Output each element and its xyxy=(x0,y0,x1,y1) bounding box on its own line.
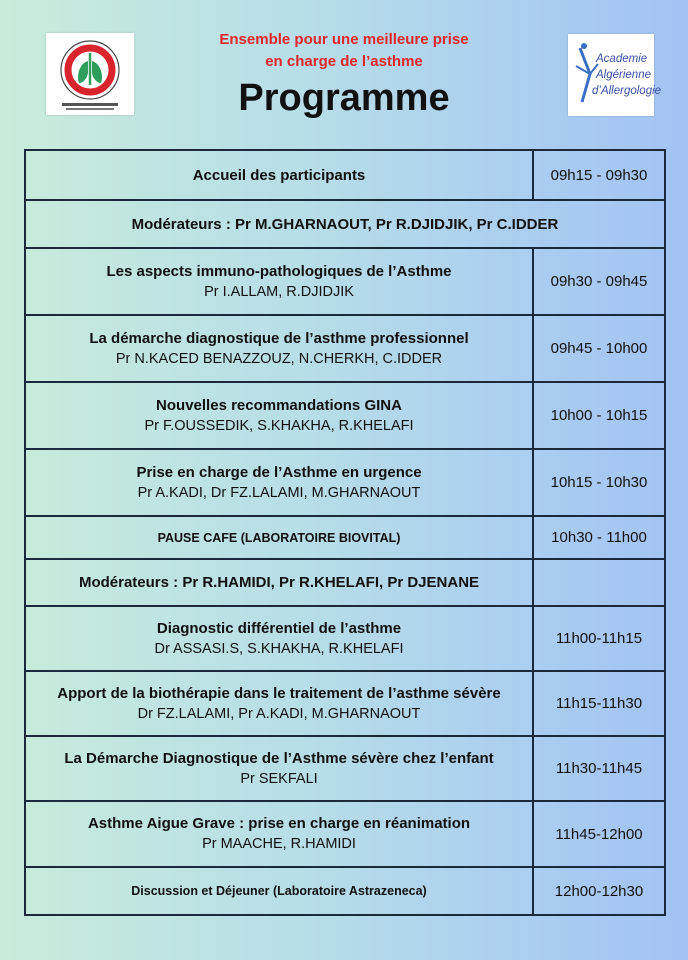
session-time: 09h15 - 09h30 xyxy=(533,150,665,200)
table-row xyxy=(25,736,665,801)
session-title: Diagnostic différentiel de l’asthme xyxy=(156,619,402,637)
society-pneumology-logo-graphic xyxy=(46,33,134,115)
table-row xyxy=(25,315,665,382)
table-row xyxy=(25,150,665,200)
session-cell xyxy=(25,606,533,671)
session-speakers: Pr F.OUSSEDIK, S.KHAKHA, R.KHELAFI xyxy=(144,417,414,434)
tagline-line-1: Ensemble pour une meilleure prise xyxy=(219,31,469,48)
session-cell xyxy=(25,449,533,516)
moderators-text: Modérateurs : Pr M.GHARNAOUT, Pr R.DJIDJIK, Pr C.IDDER xyxy=(25,200,665,248)
session-speakers: Pr MAACHE, R.HAMIDI xyxy=(202,836,356,852)
table-row xyxy=(25,606,665,671)
session-time: 10h15 - 10h30 xyxy=(533,449,665,516)
session-cell xyxy=(25,671,533,736)
page-title: Programme xyxy=(238,77,450,119)
table-row xyxy=(25,248,665,315)
session-time: 11h30-11h45 xyxy=(533,736,665,801)
tagline-line-2: en charge de l’asthme xyxy=(265,53,423,70)
session-cell xyxy=(25,150,533,200)
session-cell xyxy=(25,736,533,801)
session-speakers: Pr SEKFALI xyxy=(240,770,318,787)
session-time: 12h00-12h30 xyxy=(533,867,665,915)
empty-cell xyxy=(533,559,665,606)
session-cell xyxy=(25,801,533,867)
table-row xyxy=(25,671,665,736)
session-title: Apport de la biothérapie dans le traitement de l’asthme sévère xyxy=(57,684,501,702)
session-cell xyxy=(25,315,533,382)
session-title: Les aspects immuno-pathologiques de l’Asthme xyxy=(106,262,452,280)
moderators-row xyxy=(25,559,665,606)
session-speakers: Dr ASSASI.S, S.KHAKHA, R.KHELAFI xyxy=(154,640,404,657)
moderators-row xyxy=(25,200,665,248)
program-table xyxy=(24,149,666,916)
academie-logo-text-3: d’Allergologie xyxy=(592,85,662,97)
session-time: 10h00 - 10h15 xyxy=(533,382,665,449)
society-pneumology-logo xyxy=(46,33,134,115)
session-title: La Démarche Diagnostique de l’Asthme sévère chez l’enfant xyxy=(64,749,494,767)
session-time: 10h30 - 11h00 xyxy=(533,516,665,559)
session-time: 11h15-11h30 xyxy=(533,671,665,736)
session-title: Prise en charge de l’Asthme en urgence xyxy=(136,463,422,481)
session-speakers: Pr I.ALLAM, R.DJIDJIK xyxy=(204,283,354,300)
session-title: Asthme Aigue Grave : prise en charge en réanimation xyxy=(87,815,471,832)
session-speakers: Pr A.KADI, Dr FZ.LALAMI, M.GHARNAOUT xyxy=(137,484,421,501)
session-cell xyxy=(25,248,533,315)
session-title: Accueil des participants xyxy=(192,166,366,184)
session-speakers: Dr FZ.LALAMI, Pr A.KADI, M.GHARNAOUT xyxy=(137,705,421,722)
table-row xyxy=(25,449,665,516)
session-time: 11h45-12h00 xyxy=(533,801,665,867)
pause-row xyxy=(25,867,665,915)
academie-logo-text-1: Academie xyxy=(596,53,648,65)
pause-label: Discussion et Déjeuner (Laboratoire Astrazeneca) xyxy=(25,867,533,915)
session-time: 09h30 - 09h45 xyxy=(533,248,665,315)
session-time: 11h00-11h15 xyxy=(533,606,665,671)
session-time: 09h45 - 10h00 xyxy=(533,315,665,382)
pause-label: PAUSE CAFE (LABORATOIRE BIOVITAL) xyxy=(25,516,533,559)
pause-row xyxy=(25,516,665,559)
session-title: Nouvelles recommandations GINA xyxy=(156,396,402,414)
tagline xyxy=(150,29,538,73)
academie-logo-text-2: Algérienne xyxy=(596,69,651,81)
academie-allergologie-logo-graphic xyxy=(568,34,662,116)
table-row xyxy=(25,382,665,449)
session-cell xyxy=(25,382,533,449)
session-speakers: Pr N.KACED BENAZZOUZ, N.CHERKH, C.IDDER xyxy=(115,350,443,367)
academie-allergologie-logo xyxy=(568,34,662,116)
moderators-text: Modérateurs : Pr R.HAMIDI, Pr R.KHELAFI, Pr DJENANE xyxy=(25,559,533,606)
table-row xyxy=(25,801,665,867)
session-title: La démarche diagnostique de l’asthme professionnel xyxy=(89,329,469,347)
